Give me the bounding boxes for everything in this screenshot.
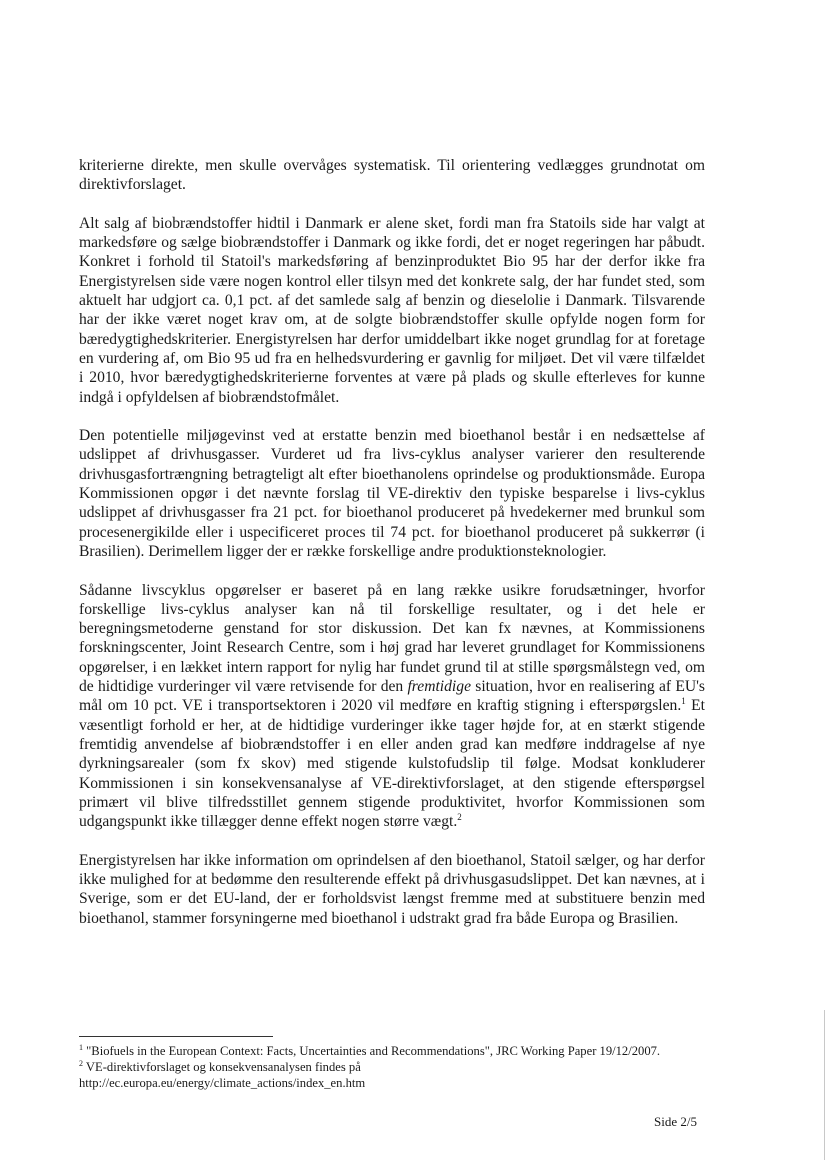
paragraph-4-part-3: Et væsentligt forhold er her, at de hidtidige vurderinger ikke tager højde for, at en stærkt stigende fremtidig anvendelse af biobrændstoffer i en eller anden grad kan medføre inddragelse af nye dyrkningsarealer (som fx skov) med stigende kulstofudslip til følge. Modsat konkluderer Kommissionen i sin konsekvensanalyse af VE-direktivforslaget, at den stigende efterspørgsel primært vil blive tilfredsstillet gennem stigende produktivitet, hvorfor Kommissionen som udgangspunkt ikke tillægger denne effekt nogen større vægt. [79,697,705,831]
footnote-2-number: 2 [79,1058,83,1068]
paragraph-4-part-2: situation, hvor en realisering af EU's mål om 10 pct. VE i transportsektoren i 2020 vil medføre en kraftig stigning i efterspørgslen. [79,678,706,715]
footnote-divider [79,1036,273,1037]
footnote-2-text: VE-direktivforslaget og konsekvensanalysen findes på [83,1060,361,1074]
footnote-1-text: "Biofuels in the European Context: Facts, Uncertainties and Recommendations", JRC Working Paper 19/12/2007. [83,1044,661,1058]
paragraph-3: Den potentielle miljøgevinst ved at erstatte benzin med bioethanol består i en nedsættelse af udslippet af drivhusgasser. Vurderet ud fra livs-cyklus analyser varierer den resulterende drivhusgasfortrængning betragteligt alt efter bioethanolens oprindelse og produktionsmåde. Europa Kommissionen opgør i det nævnte forslag til VE-direktiv den typiske besparelse i livs-cyklus udslippet af drivhusgasser fra 21 pct. for bioethanol produceret på hvedekerner med brunkul som procesenergikilde eller i uspecificeret proces til 74 pct. for bioethanol produceret på sukkerrør (i Brasilien). Derimellem ligger der er række forskellige andre produktionsteknologier. [79,427,705,560]
footnotes [79,1036,705,1091]
footnote-ref-1[interactable]: 1 [681,696,686,707]
body-text [79,156,705,947]
emphasis-fremtidige: fremtidige [407,678,471,696]
paragraph-4-part-1: Sådanne livscyklus opgørelser er baseret på en lang række usikre forudsætninger, hvorfor forskellige livs-cyklus analyser kan nå til forskellige resultater, og i det hele er beregningsmetoderne genstand for stor diskussion. Det kan fx nævnes, at Kommissionens forskningscenter, Joint Research Centre, som i høj grad har leveret grundlaget for Kommissionens opgørelser, i en lækket intern rapport for nylig har fundet grund til at stille spørgsmålstegn ved, om de hidtidige vurderinger vil være retvisende for den [79,581,705,696]
footnote-url-link[interactable]: http://ec.europa.eu/energy/climate_actions/index_en.htm [79,1076,366,1090]
footnote-2 [79,1059,705,1075]
footnote-1-number: 1 [79,1042,83,1052]
footnote-1 [79,1043,705,1059]
paragraph-2: Alt salg af biobrændstoffer hidtil i Danmark er alene sket, fordi man fra Statoils side har valgt at markedsføre og sælge biobrændstoffer i Danmark og ikke fordi, det er noget regeringen har påbudt. Konkret i forhold til Statoil's markedsføring af benzinproduktet Bio 95 har der derfor ikke fra Energistyrelsen side være nogen kontrol eller tilsyn med det konkrete salg, der har fundet sted, som aktuelt har udgjort ca. 0,1 pct. af det samlede salg af benzin og dieselolie i Danmark. Tilsvarende har der ikke været noget krav om, at de solgte biobrændstoffer skulle opfylde nogen form for bæredygtighedskriterier. Energistyrelsen har derfor umiddelbart ikke noget grundlag for at foretage en vurdering af, om Bio 95 ud fra en helhedsvurdering er gavnlig for miljøet. Det vil være tilfældet i 2010, hvor bæredygtighedskriterierne forventes at være på plads og skulle efterleves for kunne indgå i opfyldelsen af biobrændstofmålet. [79,214,705,406]
footnote-ref-2[interactable]: 2 [457,811,462,822]
paragraph-4 [79,581,705,832]
footnote-2-url[interactable] [79,1075,705,1091]
scan-edge-line [824,1010,825,1160]
paragraph-5: Energistyrelsen har ikke information om oprindelsen af den bioethanol, Statoil sælger, og har derfor ikke mulighed for at bedømme den resulterende effekt på drivhusgasudslippet. Det kan nævnes, at i Sverige, som er det EU-land, der er forholdsvist længst fremme med at substituere benzin med bioethanol, stammer forsyningerne med bioethanol i udstrakt grad fra både Europa og Brasilien. [79,851,705,927]
page-number: Side 2/5 [654,1114,697,1129]
paragraph-1: kriterierne direkte, men skulle overvåges systematisk. Til orientering vedlægges grundnotat om direktivforslaget. [79,157,705,194]
